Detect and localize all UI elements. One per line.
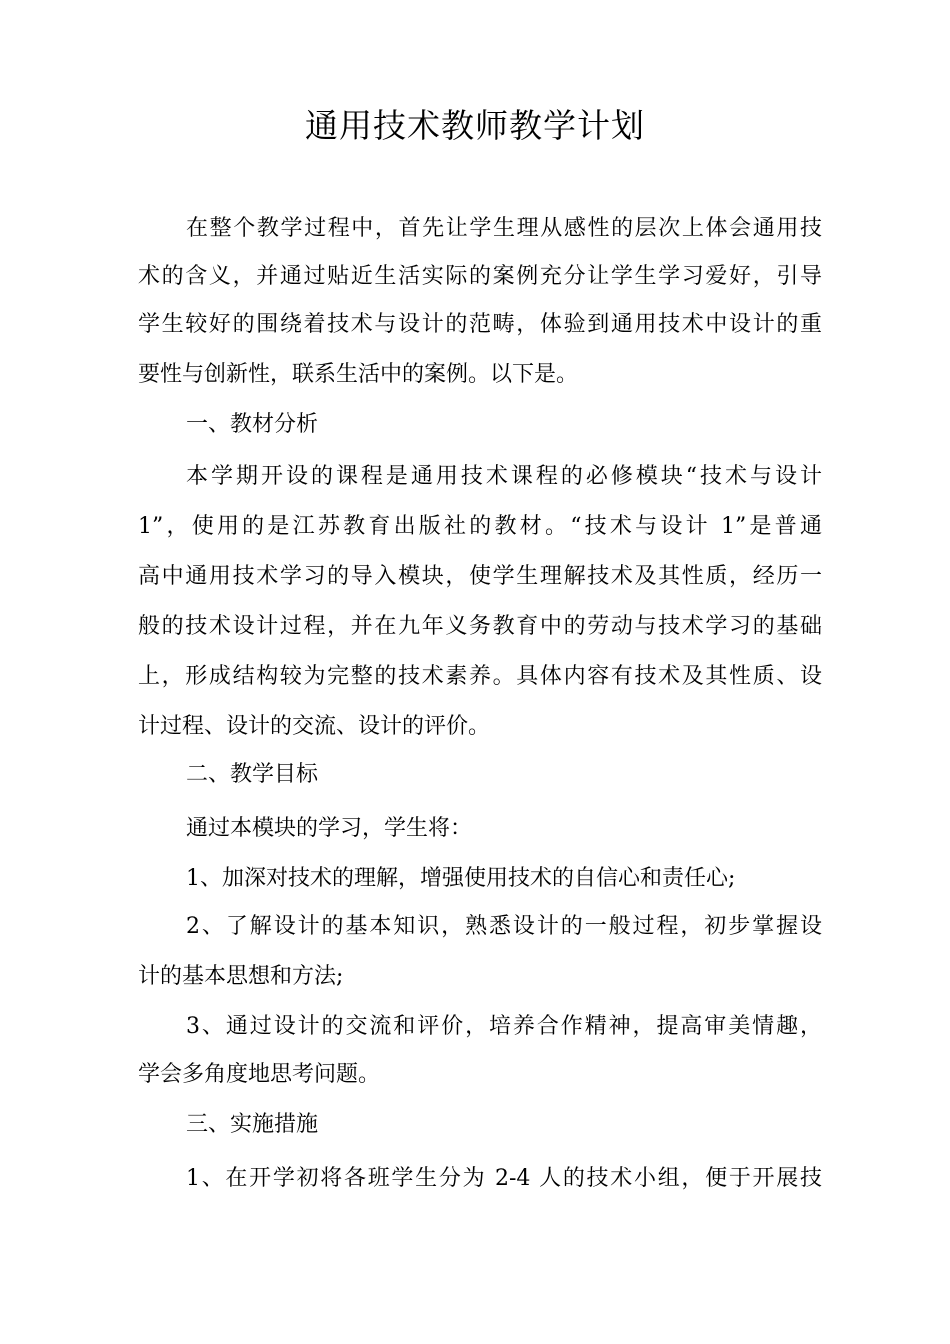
list-item: 1、加深对技术的理解，增强使用技术的自信心和责任心; xyxy=(186,866,736,891)
paragraph-line: 高中通用技术学习的导入模块，使学生理解技术及其性质，经历一 xyxy=(138,564,822,589)
list-item: 1、在开学初将各班学生分为 2-4 人的技术小组，便于开展技 xyxy=(186,1166,822,1191)
paragraph-line: 计过程、设计的交流、设计的评价。 xyxy=(138,714,491,739)
paragraph-line: 学生较好的围绕着技术与设计的范畴，体验到通用技术中设计的重 xyxy=(138,312,822,337)
paragraph-line: 1”，使用的是江苏教育出版社的教材。“技术与设计 1”是普通 xyxy=(138,514,822,539)
paragraph-line: 术的含义，并通过贴近生活实际的案例充分让学生学习爱好，引导 xyxy=(138,264,822,289)
section-heading: 二、教学目标 xyxy=(186,762,319,787)
section-heading: 三、实施措施 xyxy=(186,1112,319,1137)
paragraph-line: 要性与创新性，联系生活中的案例。以下是。 xyxy=(138,362,579,387)
document-title: 通用技术教师教学计划 xyxy=(305,106,645,145)
paragraph-line: 本学期开设的课程是通用技术课程的必修模块“技术与设计 xyxy=(186,464,822,489)
list-item: 2、了解设计的基本知识，熟悉设计的一般过程，初步掌握设 xyxy=(186,914,822,939)
list-item-continuation: 学会多角度地思考问题。 xyxy=(138,1062,381,1087)
list-item: 3、通过设计的交流和评价，培养合作精神，提高审美情趣， xyxy=(186,1014,822,1039)
paragraph-line: 通过本模块的学习，学生将： xyxy=(186,816,473,841)
paragraph-line: 般的技术设计过程，并在九年义务教育中的劳动与技术学习的基础 xyxy=(138,614,822,639)
list-item-continuation: 计的基本思想和方法; xyxy=(138,964,344,989)
paragraph-line: 在整个教学过程中，首先让学生理从感性的层次上体会通用技 xyxy=(186,216,822,241)
section-heading: 一、教材分析 xyxy=(186,412,319,437)
paragraph-line: 上，形成结构较为完整的技术素养。具体内容有技术及其性质、设 xyxy=(138,664,822,689)
